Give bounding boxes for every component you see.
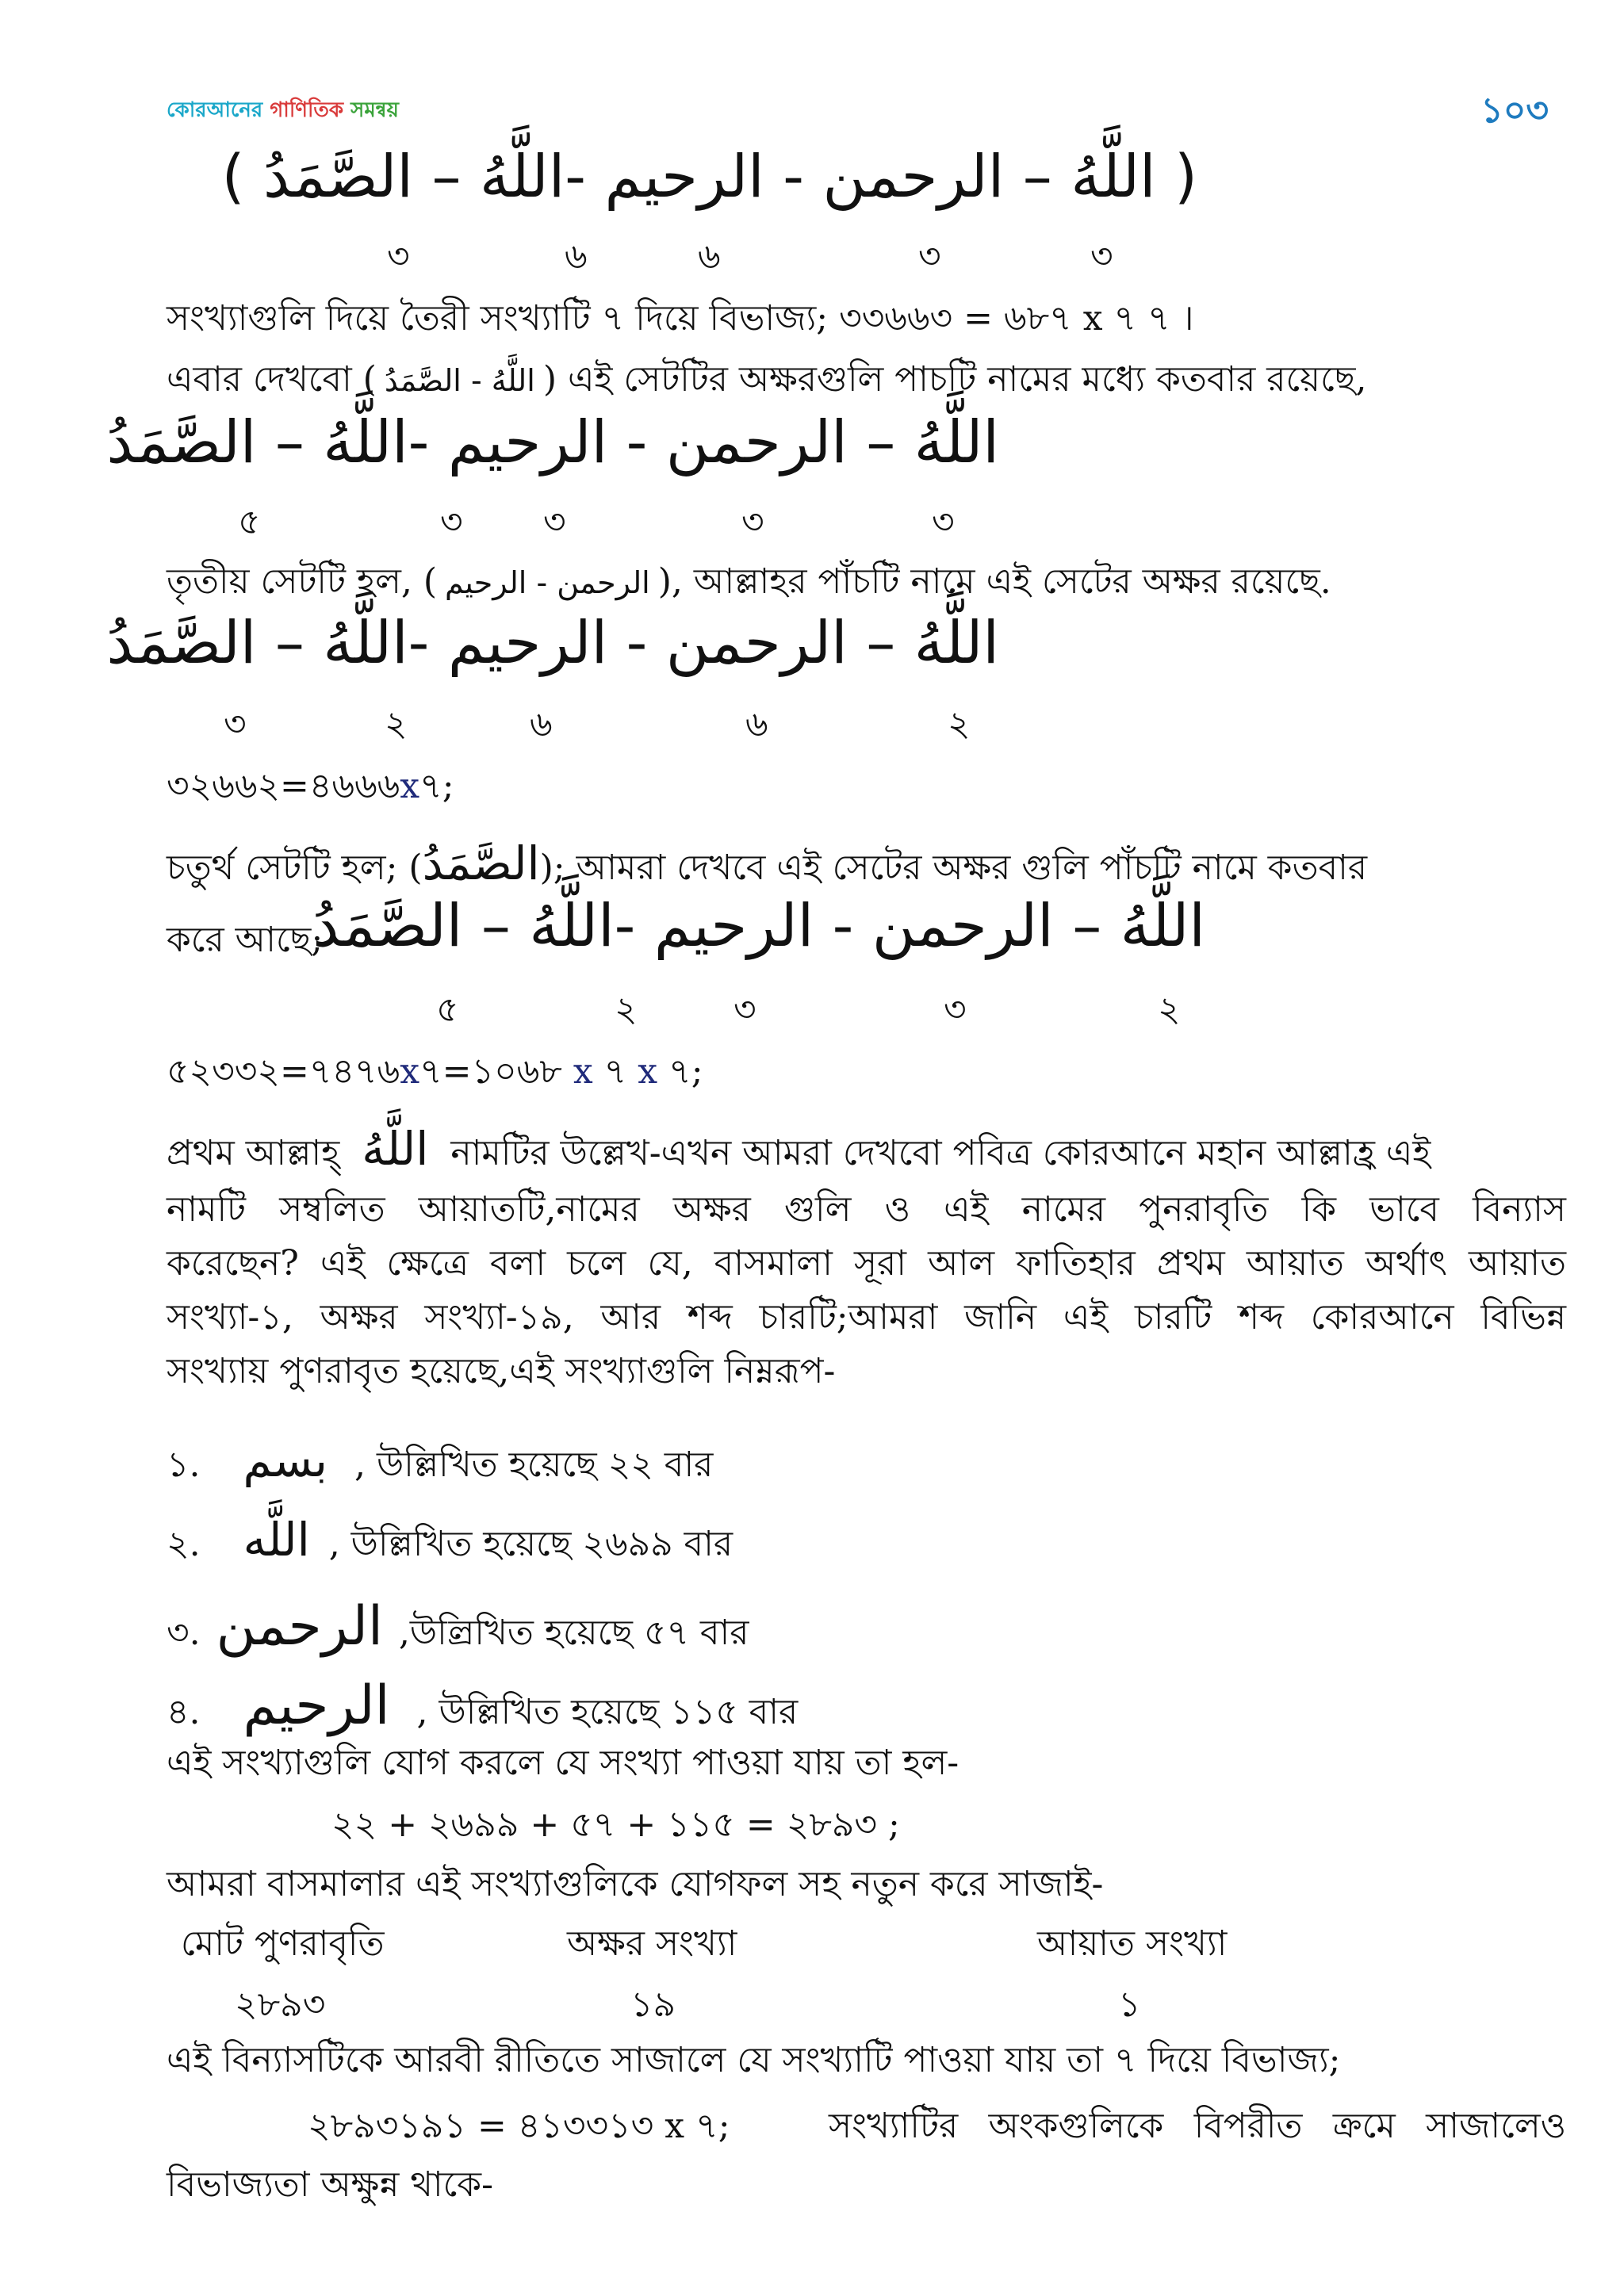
paragraph-line1-b: নামটির উল্লেখ-এখন আমরা দেখবো পবিত্র কোরআনে মহান আল্লাহ্র এই <box>450 1133 1431 1173</box>
conclusion-line-3: বিভাজ্যতা অক্ষুন্ন থাকে- <box>167 2164 493 2205</box>
arabic-names-line-3: اللَّهُ – الرحمن - الرحيم -اللَّهُ – الصَّمَدُ <box>106 609 999 677</box>
count-4: ৩ <box>944 989 967 1030</box>
block4-intro-after: ); আমরা দেখবে এই সেটের অক্ষর গুলি পাঁচটি নামে কতবার <box>539 848 1368 888</box>
arabic-names-line-2: اللَّهُ – الرحمن - الرحيم -اللَّهُ – الصَّمَدُ <box>106 408 999 476</box>
list-number: ৪. <box>167 1692 201 1732</box>
letter-counts-row-4 <box>0 983 1624 1030</box>
count-5: ৩ <box>932 502 955 542</box>
block2-intro <box>167 353 1366 411</box>
block3-equation <box>167 760 454 817</box>
count-1: ৩ <box>1090 236 1113 277</box>
equation-part: ৫২৩৩২=৭৪৭৬ <box>167 1051 400 1092</box>
list-text: ,উল্রিখিত হয়েছে ৫৭ বার <box>398 1613 749 1653</box>
paragraph-line1-arabic: اللَّهُ <box>362 1122 429 1176</box>
count-3: ৩ <box>733 989 756 1030</box>
paragraph-line-4: সংখ্যা-১, অক্ষর সংখ্যা-১৯, আর শব্দ চারটি;আমরা জানি এই চারটি শব্দ কোরআনে বিভিন্ন <box>167 1297 1566 1337</box>
sum-arrange: আমরা বাসমালার এই সংখ্যাগুলিকে যোগফল সহ নতুন করে সাজাই- <box>167 1864 1104 1904</box>
list-arabic-word: بسم <box>243 1433 328 1487</box>
conclusion-line-2-rest: সংখ্যাটির অংকগুলিকে বিপরীত ক্রমে সাজালেও <box>829 2106 1566 2146</box>
paragraph-line-5: সংখ্যায় পুণরাবৃত হয়েছে,এই সংখ্যাগুলি নিম্নরূপ- <box>167 1351 836 1391</box>
header-title-part3: সমন্বয় <box>350 98 399 122</box>
count-2: ৩ <box>918 236 941 277</box>
page-number: ১০৩ <box>1480 90 1549 131</box>
block2-intro-after: ) এই সেটটির অক্ষরগুলি পাচটি নামের মধ্যে কতবার রয়েছে, <box>542 359 1367 400</box>
block3-intro-before: তৃতীয় সেটটি হল, ( <box>167 561 438 602</box>
sum-equation: ২২ + ২৬৯৯ + ৫৭ + ১১৫ = ২৮৯৩ ; <box>331 1804 900 1845</box>
running-header <box>167 94 399 128</box>
list-arabic-word: الرحيم <box>243 1674 390 1737</box>
sum-intro: এই সংখ্যাগুলি যোগ করলে যে সংখ্যা পাওয়া যায় তা হল- <box>167 1743 959 1783</box>
equation-part: ৭ <box>592 1051 638 1092</box>
list-item <box>167 1674 798 1743</box>
conclusion-equation: ২৮৯৩১৯১ = ৪১৩৩১৩ x ৭; <box>308 2106 730 2146</box>
count-4: ৬ <box>745 704 768 744</box>
equation-part: ৭; <box>657 1051 703 1092</box>
table-header-letter-count: অক্ষর সংখ্যা <box>567 1923 737 1964</box>
header-title-part2: গাণিতিক <box>270 98 351 122</box>
list-item <box>167 1595 749 1664</box>
table-header-ayat-number: আয়াত সংখ্যা <box>1037 1923 1228 1964</box>
count-4: ৬ <box>565 236 588 277</box>
block4-equation <box>167 1045 703 1103</box>
block2-intro-before: এবার দেখবো ( <box>167 359 377 400</box>
block3-intro <box>167 555 1331 613</box>
paragraph-line-1 <box>167 1122 1431 1184</box>
equation-part: ৩২৬৬২=৪৬৬৬ <box>167 766 400 806</box>
letter-counts-row-1 <box>0 230 1624 277</box>
block3-intro-arabic: الرحمن - الرحيم <box>445 565 650 600</box>
count-1: ৫ <box>238 502 261 542</box>
list-arabic-word: اللَّه <box>243 1513 310 1567</box>
equation-part: ৭; <box>419 766 454 806</box>
equation-part: ৭=১০৬৮ <box>419 1051 573 1092</box>
count-5: ২ <box>1158 989 1181 1030</box>
list-number: ৩. <box>167 1613 201 1653</box>
block2-intro-arabic: اللَّهُ - الصَّمَدُ <box>384 363 535 398</box>
count-2: ২ <box>385 704 408 744</box>
list-number: ১. <box>167 1445 201 1485</box>
arabic-names-line-4: اللَّهُ – الرحمن - الرحيم -اللَّهُ – الصَّمَدُ <box>312 892 1205 960</box>
arabic-names-line-1: ( اللَّهُ – الرحمن - الرحيم -اللَّهُ – الصَّمَدُ ) <box>221 143 1197 211</box>
count-3: ৬ <box>698 236 721 277</box>
letter-counts-row-3 <box>0 698 1624 744</box>
list-text: , উল্লিখিত হয়েছে ১১৫ বার <box>416 1692 799 1732</box>
multiplier-x: x <box>573 1051 593 1092</box>
multiplier-x: x <box>638 1051 658 1092</box>
paragraph-line-3: করেছেন? এই ক্ষেত্রে বলা চলে যে, বাসমালা সূরা আল ফাতিহার প্রথম আয়াত অর্থাৎ আয়াত <box>167 1243 1566 1284</box>
count-2: ৩ <box>440 502 463 542</box>
list-text: , উল্লিখিত হয়েছে ২৬৯৯ বার <box>328 1524 733 1564</box>
block4-intro-before: চতুর্থ সেটটি হল; ( <box>167 848 423 888</box>
table-value-ayat-number: ১ <box>1118 1984 1141 2025</box>
letter-counts-row-2 <box>0 496 1624 542</box>
count-1: ৩ <box>224 704 247 744</box>
block4-intro <box>167 836 1367 899</box>
block4-line2-prefix: করে আছে; <box>167 920 324 960</box>
table-value-letter-count: ১৯ <box>630 1984 676 2025</box>
count-2: ২ <box>615 989 638 1030</box>
conclusion-line-1: এই বিন্যাসটিকে আরবী রীতিতে সাজালে যে সংখ্যাটি পাওয়া যায় তা ৭ দিয়ে বিভাজ্য; <box>167 2040 1341 2080</box>
block3-intro-after: ), আল্লাহর পাঁচটি নামে এই সেটের অক্ষর রয়েছে. <box>657 561 1331 602</box>
list-arabic-word: الرحمن <box>216 1595 383 1658</box>
list-item <box>167 1433 713 1496</box>
count-5: ২ <box>948 704 971 744</box>
count-3: ৬ <box>530 704 553 744</box>
paragraph-line-2: নামটি সম্বলিত আয়াতটি,নামের অক্ষর গুলি ও এই নামের পুনরাবৃতি কি ভাবে বিন্যাস <box>167 1189 1566 1230</box>
table-value-total-repetition: ২৮৯৩ <box>235 1984 326 2025</box>
list-number: ২. <box>167 1524 201 1564</box>
block1-sentence: সংখ্যাগুলি দিয়ে তৈরী সংখ্যাটি ৭ দিয়ে বিভাজ্য; ৩৩৬৬৩ = ৬৮৭ x ৭ ৭ । <box>167 298 1194 339</box>
multiplier-x: x <box>400 766 420 806</box>
paragraph-line1-a: প্রথম আল্লাহ্ <box>167 1133 340 1173</box>
count-1: ৫ <box>436 989 459 1030</box>
list-item <box>167 1513 733 1575</box>
multiplier-x: x <box>400 1051 420 1092</box>
count-4: ৩ <box>741 502 764 542</box>
count-5: ৩ <box>387 236 410 277</box>
list-text: , উল্লিখিত হয়েছে ২২ বার <box>354 1445 714 1485</box>
count-3: ৩ <box>543 502 566 542</box>
block4-intro-arabic: الصَّمَدُ <box>422 836 540 890</box>
header-title-part1: কোরআনের <box>167 98 270 122</box>
table-header-total-repetition: মোট পুণরাবৃতি <box>181 1923 385 1964</box>
